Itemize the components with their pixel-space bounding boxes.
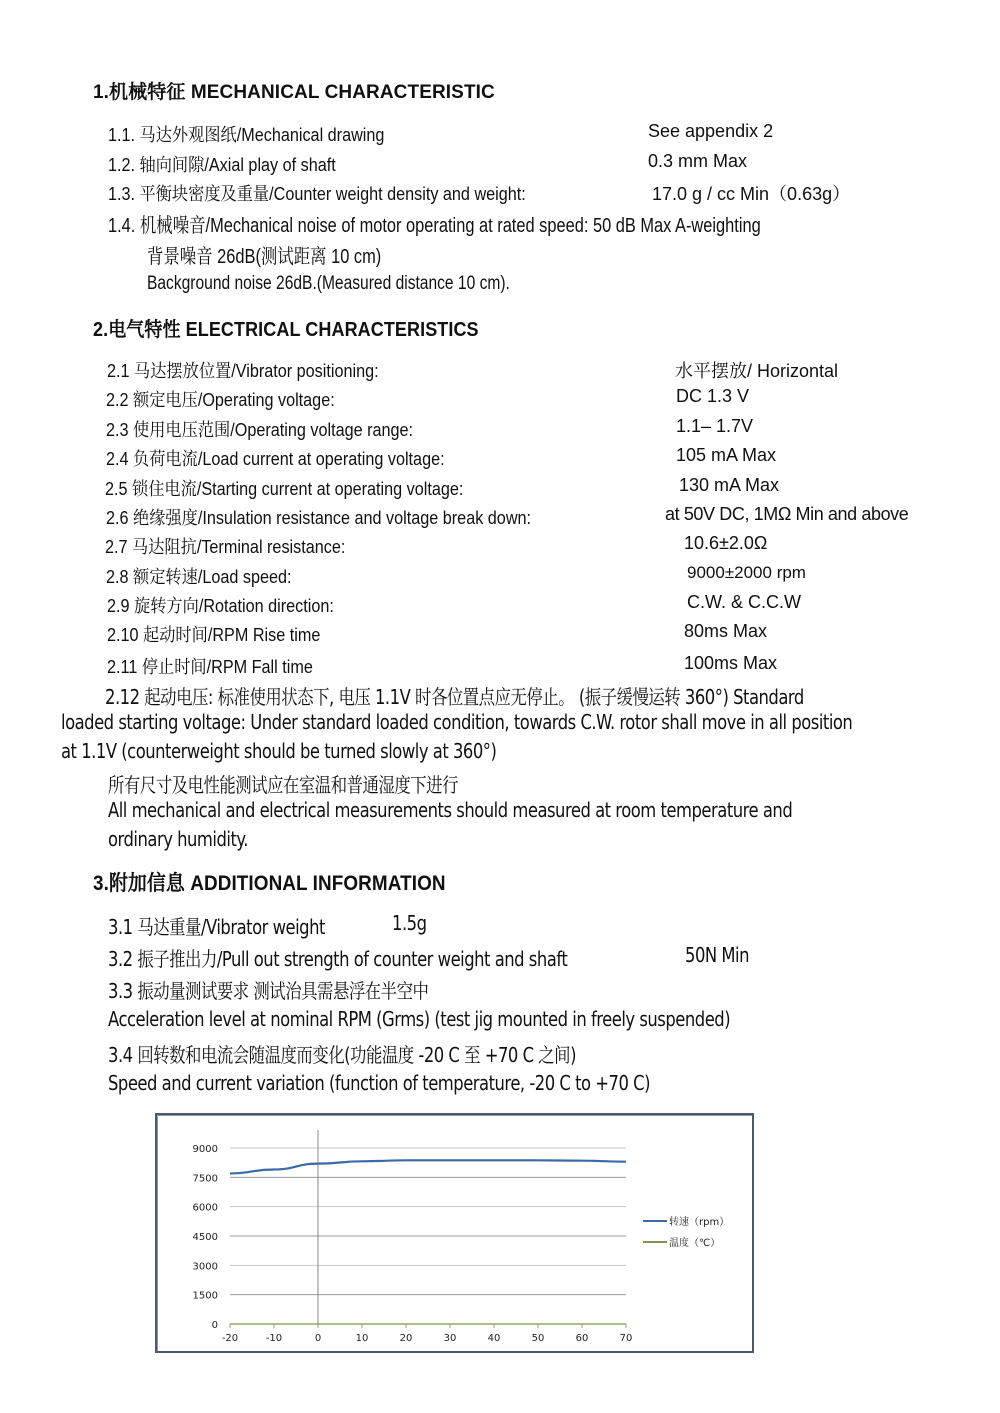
x-tick-label: 50	[531, 1333, 545, 1344]
elec-value-2-10: 80ms Max	[684, 621, 768, 641]
x-tick-label: -10	[265, 1333, 283, 1344]
noise-background-cn: 背景噪音 26dB(测试距离 10 cm)	[147, 246, 382, 268]
vibrator-weight-value: 1.5g	[392, 911, 427, 935]
elec-value-2-5: 130 mA Max	[679, 475, 780, 495]
elec-label-2-9: 2.9 旋转方向/Rotation direction:	[107, 596, 334, 616]
x-tick-label: -20	[221, 1333, 239, 1344]
vibration-test-cn: 3.3 振动量测试要求 测试治具需悬浮在半空中	[108, 979, 429, 1003]
elec-label-2-10: 2.10 起动时间/RPM Rise time	[107, 625, 321, 645]
y-tick-label: 6000	[192, 1202, 218, 1214]
noise-background-en: Background noise 26dB.(Measured distance 10 cm).	[147, 273, 510, 294]
start-voltage-line3: at 1.1V (counterweight should be turned slowly at 360°)	[61, 739, 497, 763]
pull-out-strength-label: 3.2 振子推出力/Pull out strength of counter weight and shaft	[108, 947, 568, 971]
temperature-variation-cn: 3.4 回转数和电流会随温度而变化(功能温度 -20 C 至 +70 C 之间)	[108, 1043, 576, 1067]
elec-value-2-7: 10.6±2.0Ω	[684, 533, 768, 553]
y-tick-label: 3000	[192, 1261, 218, 1273]
elec-value-2-11: 100ms Max	[684, 653, 778, 673]
elec-value-2-9: C.W. & C.C.W	[687, 592, 801, 612]
start-voltage-line1: 2.12 起动电压: 标准使用状态下, 电压 1.1V 时各位置点应无停止。 (振子缓慢运转 360°) Standard	[105, 685, 804, 709]
y-tick-label: 4500	[192, 1232, 218, 1243]
spec-value-1-1: See appendix 2	[648, 121, 774, 141]
x-tick-label: 60	[575, 1333, 589, 1344]
x-tick-label: 30	[443, 1333, 457, 1344]
spec-label-1-3: 1.3. 平衡块密度及重量/Counter weight density and weight:	[108, 184, 526, 204]
y-tick-label: 1500	[192, 1290, 218, 1302]
elec-label-2-2: 2.2 额定电压/Operating voltage:	[106, 390, 335, 410]
legend-label-1: 温度（℃）	[669, 1238, 721, 1249]
y-tick-label: 0	[211, 1320, 218, 1331]
spec-label-1-2: 1.2. 轴向间隙/Axial play of shaft	[108, 155, 336, 175]
pull-out-strength-value: 50N Min	[685, 943, 750, 967]
x-tick-label: 40	[487, 1333, 501, 1344]
chart-legend	[643, 1215, 729, 1249]
section1-heading: 1.机械特征 MECHANICAL CHARACTERISTIC	[93, 82, 495, 103]
y-tick-label: 7500	[192, 1173, 218, 1185]
elec-label-2-4: 2.4 负荷电流/Load current at operating voltage:	[106, 449, 445, 469]
grid-layer	[230, 1148, 626, 1295]
x-tick-label: 70	[619, 1333, 633, 1344]
start-voltage-line2: loaded starting voltage: Under standard loaded condition, towards C.W. rotor shall move in all position	[61, 710, 853, 734]
vibrator-weight-label: 3.1 马达重量/Vibrator weight	[108, 915, 325, 939]
elec-label-2-11: 2.11 停止时间/RPM Fall time	[107, 657, 313, 677]
x-tick-label: 10	[355, 1333, 369, 1344]
spec-label-1-4: 1.4. 机械噪音/Mechanical noise of motor operating at rated speed: 50 dB Max A-weighting	[108, 215, 761, 237]
elec-label-2-8: 2.8 额定转速/Load speed:	[106, 567, 292, 587]
speed-temperature-chart	[155, 1113, 754, 1353]
elec-label-2-6: 2.6 绝缘强度/Insulation resistance and voltage break down:	[106, 508, 532, 528]
elec-label-2-5: 2.5 锁住电流/Starting current at operating voltage:	[105, 479, 464, 499]
measurement-note-en-line1: All mechanical and electrical measurements should measured at room temperature and	[108, 798, 793, 822]
y-tick-label: 9000	[192, 1144, 218, 1155]
elec-value-2-1: 水平摆放/ Horizontal	[675, 361, 839, 381]
elec-label-2-1: 2.1 马达摆放位置/Vibrator positioning:	[107, 361, 379, 381]
legend-label-0: 转速（rpm）	[669, 1217, 730, 1228]
elec-label-2-3: 2.3 使用电压范围/Operating voltage range:	[106, 420, 414, 440]
temperature-variation-en: Speed and current variation (function of temperature, -20 C to +70 C)	[108, 1071, 651, 1095]
elec-value-2-2: DC 1.3 V	[676, 386, 750, 406]
elec-value-2-4: 105 mA Max	[676, 445, 777, 465]
x-tick-label: 0	[314, 1333, 322, 1344]
measurement-note-cn: 所有尺寸及电性能测试应在室温和普通湿度下进行	[108, 773, 458, 797]
section2-heading: 2.电气特性 ELECTRICAL CHARACTERISTICS	[93, 319, 479, 341]
elec-value-2-8: 9000±2000 rpm	[687, 563, 806, 582]
elec-value-2-6: at 50V DC, 1MΩ Min and above	[665, 504, 909, 524]
vibration-test-en: Acceleration level at nominal RPM (Grms) (test jig mounted in freely suspended)	[108, 1007, 731, 1031]
series-layer	[230, 1160, 626, 1324]
section3-heading: 3.附加信息 ADDITIONAL INFORMATION	[93, 872, 446, 895]
series-line-0	[230, 1160, 626, 1173]
chart-svg	[157, 1115, 752, 1351]
spec-value-1-3: 17.0 g / cc Min（0.63g）	[652, 184, 851, 204]
spec-label-1-1: 1.1. 马达外观图纸/Mechanical drawing	[108, 125, 385, 145]
elec-value-2-3: 1.1– 1.7V	[676, 416, 754, 436]
axis-layer	[193, 1130, 633, 1344]
spec-value-1-2: 0.3 mm Max	[648, 151, 748, 171]
elec-label-2-7: 2.7 马达阻抗/Terminal resistance:	[105, 537, 346, 557]
measurement-note-en-line2: ordinary humidity.	[108, 827, 249, 851]
x-tick-label: 20	[399, 1333, 413, 1344]
